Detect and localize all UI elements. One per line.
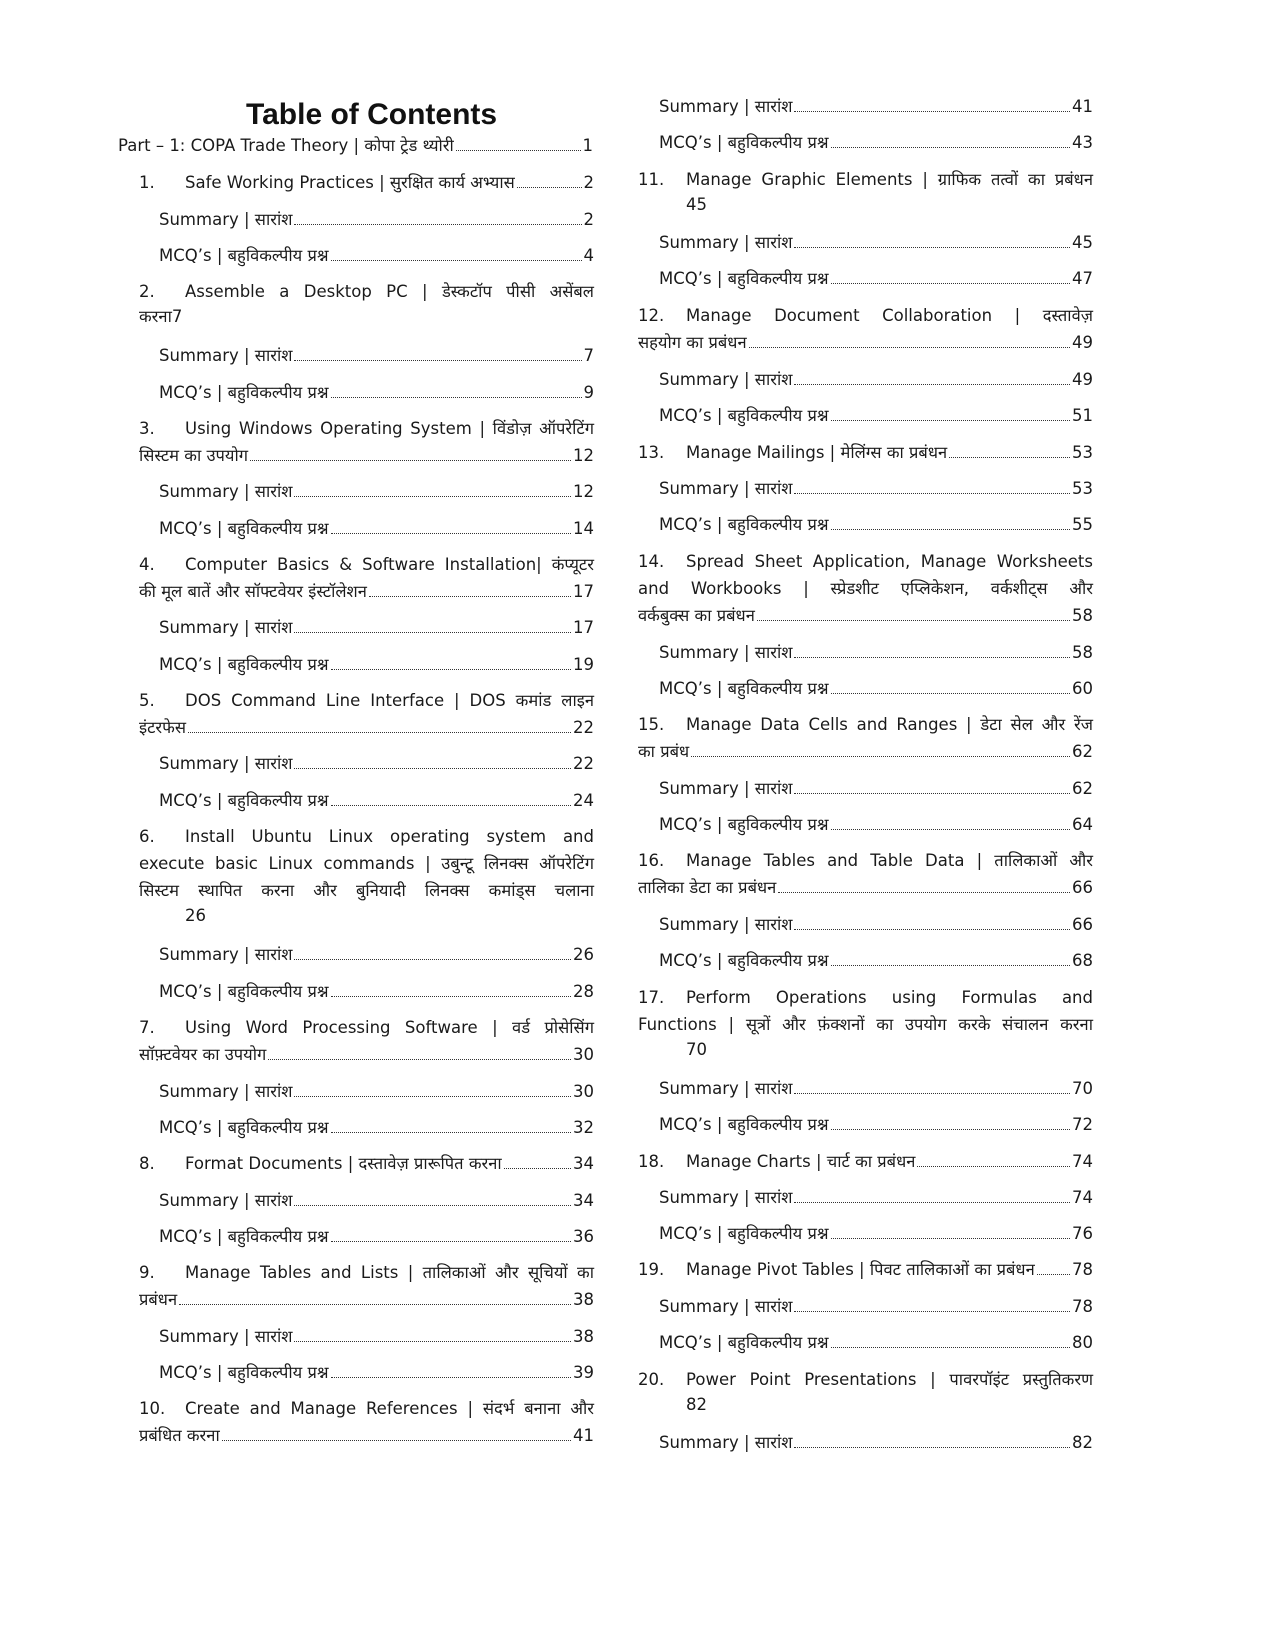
- chapter-19-mcq-page: 80: [1072, 1333, 1093, 1352]
- chapter-5-line-2-page: 22: [573, 718, 594, 737]
- chapter-10-mcq-label: MCQ’s | बहुविकल्पीय प्रश्न: [659, 133, 829, 152]
- part-heading: [118, 131, 593, 157]
- dot-leader: [794, 657, 1070, 658]
- chapter-11-mcq-label: MCQ’s | बहुविकल्पीय प्रश्न: [659, 269, 829, 288]
- chapter-10-summary-label: Summary | सारांश: [659, 97, 793, 116]
- chapter-15-mcq-page: 64: [1072, 815, 1093, 834]
- chapter-7-summary-page: 30: [573, 1082, 594, 1101]
- dot-leader: [831, 529, 1070, 530]
- dot-leader: [831, 147, 1070, 148]
- chapter-12-mcq-label: MCQ’s | बहुविकल्पीय प्रश्न: [659, 406, 829, 425]
- dot-leader: [831, 1238, 1070, 1239]
- chapter-9-mcq: [159, 1358, 594, 1384]
- chapter-15-line-2-page: 62: [1072, 742, 1093, 761]
- chapter-19-mcq: [659, 1328, 1093, 1354]
- chapter-8-summary-label: Summary | सारांश: [159, 1191, 293, 1210]
- chapter-13-summary: [659, 474, 1093, 500]
- chapter-6-summary: [159, 940, 594, 966]
- chapter-2-summary-page: 7: [583, 346, 594, 365]
- chapter-11-summary: [659, 228, 1093, 254]
- chapter-3-line-1: [139, 414, 594, 440]
- chapter-16-line-text: Manage Tables and Table Data | तालिकाओं और: [686, 851, 1093, 870]
- chapter-2-line-text: Assemble a Desktop PC | डेस्कटॉप पीसी असेंबल: [185, 282, 594, 301]
- page-title: Table of Contents: [246, 98, 498, 131]
- chapter-12-line-text: Manage Document Collaboration | दस्तावेज़: [686, 306, 1093, 325]
- chapter-15-number: 15.: [638, 715, 665, 734]
- chapter-14-summary-page: 58: [1072, 643, 1093, 662]
- dot-leader: [504, 1168, 571, 1169]
- dot-leader: [749, 347, 1070, 348]
- dot-leader: [294, 496, 571, 497]
- chapter-15-summary-page: 62: [1072, 779, 1093, 798]
- chapter-6-line-text: Install Ubuntu Linux operating system and: [185, 827, 594, 846]
- chapter-17-mcq-label: MCQ’s | बहुविकल्पीय प्रश्न: [659, 1115, 829, 1134]
- chapter-10-mcq: [659, 128, 1093, 154]
- dot-leader: [294, 768, 571, 769]
- chapter-2-page: 7: [171, 307, 183, 326]
- chapter-9-mcq-label: MCQ’s | बहुविकल्पीय प्रश्न: [159, 1363, 329, 1382]
- chapter-19-label: Manage Pivot Tables | पिवट तालिकाओं का प्रबंधन: [686, 1260, 1035, 1279]
- chapter-5-mcq: [159, 786, 594, 812]
- chapter-11-line-text: Manage Graphic Elements | ग्राफिक तत्वों का प्रबंधन: [686, 170, 1093, 189]
- chapter-13-label: Manage Mailings | मेलिंग्स का प्रबंधन: [686, 443, 948, 462]
- chapter-7-line-2-label: सॉफ़्टवेयर का उपयोग: [139, 1045, 267, 1064]
- part-heading-label: Part – 1: COPA Trade Theory | कोपा ट्रेड थ्योरी: [118, 136, 454, 155]
- chapter-14-mcq: [659, 674, 1093, 700]
- chapter-11-number: 11.: [638, 170, 665, 189]
- chapter-3-summary: [159, 477, 594, 503]
- chapter-16-mcq-label: MCQ’s | बहुविकल्पीय प्रश्न: [659, 951, 829, 970]
- chapter-12-line-2-label: सहयोग का प्रबंधन: [638, 333, 747, 352]
- chapter-19: [638, 1255, 1093, 1281]
- chapter-16-line-2: [638, 873, 1093, 899]
- dot-leader: [294, 1205, 571, 1206]
- chapter-5-line-2: [139, 713, 594, 739]
- chapter-11-summary-page: 45: [1072, 233, 1093, 252]
- chapter-7-mcq-label: MCQ’s | बहुविकल्पीय प्रश्न: [159, 1118, 329, 1137]
- chapter-6-mcq: [159, 977, 594, 1003]
- dot-leader: [1037, 1274, 1070, 1275]
- chapter-7-mcq-page: 32: [573, 1118, 594, 1137]
- chapter-14-number: 14.: [638, 552, 665, 571]
- dot-leader: [294, 360, 581, 361]
- chapter-5-number: 5.: [139, 691, 155, 710]
- dot-leader: [331, 397, 582, 398]
- chapter-4-mcq-page: 19: [573, 655, 594, 674]
- chapter-18-number: 18.: [638, 1152, 665, 1171]
- chapter-2-number: 2.: [139, 282, 155, 301]
- chapter-7-summary-label: Summary | सारांश: [159, 1082, 293, 1101]
- chapter-1-page: 2: [583, 173, 594, 192]
- dot-leader: [831, 693, 1070, 694]
- chapter-3-summary-page: 12: [573, 482, 594, 501]
- dot-leader: [831, 1129, 1070, 1130]
- dot-leader: [917, 1166, 1070, 1167]
- chapter-13-mcq-page: 55: [1072, 515, 1093, 534]
- chapter-4-summary-label: Summary | सारांश: [159, 618, 293, 637]
- chapter-6-line-text: सिस्टम स्थापित करना और बुनियादी लिनक्स कमांड्स चलाना: [139, 881, 594, 900]
- chapter-1-summary-page: 2: [583, 210, 594, 229]
- chapter-14-line-3-page: 58: [1072, 606, 1093, 625]
- chapter-6-line-1: [139, 822, 594, 848]
- chapter-13: [638, 438, 1093, 464]
- chapter-12-line-1: [638, 301, 1093, 327]
- dot-leader: [294, 959, 571, 960]
- chapter-10-line-2: [139, 1421, 594, 1447]
- chapter-1-summary-label: Summary | सारांश: [159, 210, 293, 229]
- chapter-16-number: 16.: [638, 851, 665, 870]
- chapter-4-line-2-label: की मूल बातें और सॉफ्टवेयर इंस्टॉलेशन: [139, 582, 367, 601]
- chapter-20-summary-label: Summary | सारांश: [659, 1433, 793, 1452]
- chapter-3-line-2: [139, 441, 594, 467]
- chapter-5-mcq-page: 24: [573, 791, 594, 810]
- dot-leader: [331, 805, 571, 806]
- chapter-1-mcq: [159, 241, 594, 267]
- dot-leader: [831, 420, 1070, 421]
- chapter-8-page: 34: [573, 1154, 594, 1173]
- chapter-6-summary-page: 26: [573, 945, 594, 964]
- chapter-10-summary-page: 41: [1072, 97, 1093, 116]
- chapter-5-line-1: [139, 686, 594, 712]
- chapter-20-line-1: [638, 1365, 1093, 1391]
- chapter-17-line-text: Perform Operations using Formulas and: [686, 988, 1093, 1007]
- dot-leader: [331, 1132, 571, 1133]
- chapter-9-number: 9.: [139, 1263, 155, 1282]
- chapter-13-mcq-label: MCQ’s | बहुविकल्पीय प्रश्न: [659, 515, 829, 534]
- chapter-8-mcq: [159, 1222, 594, 1248]
- chapter-8-number: 8.: [139, 1154, 155, 1173]
- chapter-2-summary: [159, 341, 594, 367]
- chapter-10-line-2-page: 41: [573, 1426, 594, 1445]
- dot-leader: [778, 892, 1070, 893]
- chapter-10-line-1: [139, 1394, 594, 1420]
- dot-leader: [294, 632, 571, 633]
- chapter-6-summary-label: Summary | सारांश: [159, 945, 293, 964]
- dot-leader: [294, 1096, 571, 1097]
- chapter-14-line-2: [638, 574, 1093, 600]
- chapter-18-mcq-page: 76: [1072, 1224, 1093, 1243]
- chapter-11-page: 45: [686, 195, 707, 214]
- chapter-14-mcq-label: MCQ’s | बहुविकल्पीय प्रश्न: [659, 679, 829, 698]
- chapter-17-summary-label: Summary | सारांश: [659, 1079, 793, 1098]
- chapter-8-mcq-label: MCQ’s | बहुविकल्पीय प्रश्न: [159, 1227, 329, 1246]
- chapter-12-mcq: [659, 401, 1093, 427]
- chapter-18-page: 74: [1072, 1152, 1093, 1171]
- chapter-11-mcq-page: 47: [1072, 269, 1093, 288]
- chapter-15-line-1: [638, 710, 1093, 736]
- chapter-16-mcq: [659, 946, 1093, 972]
- chapter-8-summary: [159, 1186, 594, 1212]
- chapter-9-line-text: Manage Tables and Lists | तालिकाओं और सूचियों का: [185, 1263, 594, 1282]
- dot-leader: [831, 1347, 1070, 1348]
- chapter-3-mcq: [159, 514, 594, 540]
- dot-leader: [831, 283, 1070, 284]
- dot-leader: [331, 996, 571, 997]
- dot-leader: [456, 150, 581, 151]
- chapter-5-summary: [159, 749, 594, 775]
- chapter-19-mcq-label: MCQ’s | बहुविकल्पीय प्रश्न: [659, 1333, 829, 1352]
- dot-leader: [294, 224, 581, 225]
- chapter-19-number: 19.: [638, 1260, 665, 1279]
- chapter-12-summary: [659, 365, 1093, 391]
- chapter-16-line-2-label: तालिका डेटा का प्रबंधन: [638, 878, 777, 897]
- chapter-6-page: 26: [185, 906, 206, 925]
- chapter-2-mcq-label: MCQ’s | बहुविकल्पीय प्रश्न: [159, 383, 329, 402]
- chapter-17-summary: [659, 1074, 1093, 1100]
- chapter-3-summary-label: Summary | सारांश: [159, 482, 293, 501]
- chapter-2-mcq-page: 9: [583, 383, 594, 402]
- chapter-17-number: 17.: [638, 988, 665, 1007]
- dot-leader: [794, 929, 1070, 930]
- chapter-2-line-text: करना: [139, 307, 172, 326]
- chapter-4-line-2: [139, 577, 594, 603]
- chapter-8-summary-page: 34: [573, 1191, 594, 1210]
- chapter-7-summary: [159, 1077, 594, 1103]
- chapter-18-summary-page: 74: [1072, 1188, 1093, 1207]
- chapter-17-page: 70: [686, 1040, 707, 1059]
- dot-leader: [794, 1311, 1070, 1312]
- dot-leader: [369, 596, 571, 597]
- chapter-14-mcq-page: 60: [1072, 679, 1093, 698]
- chapter-15-line-text: Manage Data Cells and Ranges | डेटा सेल और रेंज: [686, 715, 1093, 734]
- chapter-6-line-3: [139, 876, 594, 902]
- chapter-11-mcq: [659, 264, 1093, 290]
- chapter-17-line-1: [638, 983, 1093, 1009]
- dot-leader: [794, 1447, 1070, 1448]
- chapter-1-number: 1.: [139, 173, 155, 192]
- chapter-13-number: 13.: [638, 443, 665, 462]
- dot-leader: [331, 669, 571, 670]
- chapter-17-mcq: [659, 1110, 1093, 1136]
- chapter-4-line-text: Computer Basics & Software Installation| कंप्यूटर: [185, 555, 594, 574]
- dot-leader: [331, 533, 571, 534]
- chapter-2-summary-label: Summary | सारांश: [159, 346, 293, 365]
- dot-leader: [757, 620, 1070, 621]
- chapter-14-line-text: Spread Sheet Application, Manage Worksheets: [686, 552, 1093, 571]
- chapter-6-line-text: execute basic Linux commands | उबुन्टू लिनक्स ऑपरेटिंग: [139, 854, 594, 873]
- dot-leader: [222, 1440, 571, 1441]
- chapter-17-summary-page: 70: [1072, 1079, 1093, 1098]
- chapter-12-line-2-page: 49: [1072, 333, 1093, 352]
- chapter-5-summary-label: Summary | सारांश: [159, 754, 293, 773]
- chapter-10-summary: [659, 92, 1093, 118]
- chapter-16-mcq-page: 68: [1072, 951, 1093, 970]
- chapter-13-mcq: [659, 510, 1093, 536]
- chapter-11-line-1: [638, 165, 1093, 191]
- chapter-15-line-2-label: का प्रबंध: [638, 742, 690, 761]
- chapter-2-line-1: [139, 277, 594, 303]
- chapter-14-summary-label: Summary | सारांश: [659, 643, 793, 662]
- chapter-14-line-3-label: वर्कबुक्स का प्रबंधन: [638, 606, 755, 625]
- chapter-13-summary-label: Summary | सारांश: [659, 479, 793, 498]
- chapter-4-summary-page: 17: [573, 618, 594, 637]
- chapter-17-line-text: Functions | सूत्रों और फ़ंक्शनों का उपयोग करके संचालन करना: [638, 1015, 1093, 1034]
- chapter-4-number: 4.: [139, 555, 155, 574]
- chapter-3-mcq-page: 14: [573, 519, 594, 538]
- chapter-7-line-2-page: 30: [573, 1045, 594, 1064]
- chapter-20-summary: [659, 1428, 1093, 1454]
- dot-leader: [831, 829, 1070, 830]
- chapter-4-mcq: [159, 650, 594, 676]
- dot-leader: [949, 457, 1070, 458]
- chapter-6-mcq-label: MCQ’s | बहुविकल्पीय प्रश्न: [159, 982, 329, 1001]
- dot-leader: [331, 260, 582, 261]
- dot-leader: [794, 384, 1070, 385]
- chapter-9-line-2: [139, 1285, 594, 1311]
- chapter-7-line-1: [139, 1013, 594, 1039]
- chapter-3-mcq-label: MCQ’s | बहुविकल्पीय प्रश्न: [159, 519, 329, 538]
- chapter-12-summary-page: 49: [1072, 370, 1093, 389]
- dot-leader: [794, 493, 1070, 494]
- chapter-15-mcq-label: MCQ’s | बहुविकल्पीय प्रश्न: [659, 815, 829, 834]
- dot-leader: [250, 460, 571, 461]
- chapter-5-line-2-label: इंटरफेस: [139, 718, 187, 737]
- chapter-1-mcq-page: 4: [583, 246, 594, 265]
- chapter-12-line-2: [638, 328, 1093, 354]
- dot-leader: [794, 111, 1070, 112]
- chapter-9-mcq-page: 39: [573, 1363, 594, 1382]
- chapter-1-summary: [159, 205, 594, 231]
- chapter-17-mcq-page: 72: [1072, 1115, 1093, 1134]
- chapter-3-line-2-label: सिस्टम का उपयोग: [139, 446, 249, 465]
- chapter-12-summary-label: Summary | सारांश: [659, 370, 793, 389]
- chapter-18-summary: [659, 1183, 1093, 1209]
- chapter-9-summary: [159, 1322, 594, 1348]
- chapter-19-summary-page: 78: [1072, 1297, 1093, 1316]
- chapter-8: [139, 1149, 594, 1175]
- chapter-14-line-3: [638, 601, 1093, 627]
- dot-leader: [691, 756, 1070, 757]
- chapter-15-summary-label: Summary | सारांश: [659, 779, 793, 798]
- dot-leader: [794, 247, 1070, 248]
- dot-leader: [517, 187, 582, 188]
- chapter-9-line-2-label: प्रबंधन: [139, 1290, 178, 1309]
- chapter-17-line-2: [638, 1010, 1093, 1036]
- chapter-1-mcq-label: MCQ’s | बहुविकल्पीय प्रश्न: [159, 246, 329, 265]
- chapter-2-mcq: [159, 378, 594, 404]
- chapter-19-page: 78: [1072, 1260, 1093, 1279]
- chapter-16-summary-label: Summary | सारांश: [659, 915, 793, 934]
- chapter-5-summary-page: 22: [573, 754, 594, 773]
- chapter-4-summary: [159, 613, 594, 639]
- chapter-8-label: Format Documents | दस्तावेज़ प्रारूपित करना: [185, 1154, 502, 1173]
- chapter-6-line-2: [139, 849, 594, 875]
- chapter-16-line-2-page: 66: [1072, 878, 1093, 897]
- chapter-3-number: 3.: [139, 419, 155, 438]
- part-heading-page: 1: [582, 136, 593, 155]
- chapter-3-line-text: Using Windows Operating System | विंडोज़ ऑपरेटिंग: [185, 419, 594, 438]
- chapter-3-line-2-page: 12: [573, 446, 594, 465]
- chapter-12-number: 12.: [638, 306, 665, 325]
- chapter-9-summary-page: 38: [573, 1327, 594, 1346]
- chapter-18-label: Manage Charts | चार्ट का प्रबंधन: [686, 1152, 916, 1171]
- chapter-13-summary-page: 53: [1072, 479, 1093, 498]
- chapter-19-summary: [659, 1292, 1093, 1318]
- chapter-9-line-1: [139, 1258, 594, 1284]
- chapter-10-line-2-label: प्रबंधित करना: [139, 1426, 220, 1445]
- chapter-5-line-text: DOS Command Line Interface | DOS कमांड लाइन: [185, 691, 594, 710]
- chapter-11-summary-label: Summary | सारांश: [659, 233, 793, 252]
- chapter-12-mcq-page: 51: [1072, 406, 1093, 425]
- dot-leader: [331, 1241, 571, 1242]
- dot-leader: [331, 1377, 571, 1378]
- chapter-6-mcq-page: 28: [573, 982, 594, 1001]
- chapter-5-mcq-label: MCQ’s | बहुविकल्पीय प्रश्न: [159, 791, 329, 810]
- chapter-16-line-1: [638, 846, 1093, 872]
- chapter-20-summary-page: 82: [1072, 1433, 1093, 1452]
- dot-leader: [179, 1304, 571, 1305]
- chapter-14-line-text: and Workbooks | स्प्रेडशीट एप्लिकेशन, वर्कशीट्स और: [638, 579, 1093, 598]
- chapter-10-mcq-page: 43: [1072, 133, 1093, 152]
- chapter-4-mcq-label: MCQ’s | बहुविकल्पीय प्रश्न: [159, 655, 329, 674]
- dot-leader: [268, 1059, 571, 1060]
- chapter-18-summary-label: Summary | सारांश: [659, 1188, 793, 1207]
- chapter-1: [139, 168, 594, 194]
- chapter-18-mcq: [659, 1219, 1093, 1245]
- chapter-14-summary: [659, 638, 1093, 664]
- chapter-18: [638, 1147, 1093, 1173]
- chapter-1-label: Safe Working Practices | सुरक्षित कार्य अभ्यास: [185, 173, 515, 192]
- chapter-9-line-2-page: 38: [573, 1290, 594, 1309]
- chapter-16-summary: [659, 910, 1093, 936]
- chapter-16-summary-page: 66: [1072, 915, 1093, 934]
- chapter-7-line-2: [139, 1040, 594, 1066]
- chapter-4-line-1: [139, 550, 594, 576]
- chapter-18-mcq-label: MCQ’s | बहुविकल्पीय प्रश्न: [659, 1224, 829, 1243]
- chapter-2-line-2: [139, 304, 182, 330]
- dot-leader: [294, 1341, 571, 1342]
- dot-leader: [188, 732, 571, 733]
- chapter-9-summary-label: Summary | सारांश: [159, 1327, 293, 1346]
- dot-leader: [831, 965, 1070, 966]
- chapter-14-line-1: [638, 547, 1093, 573]
- chapter-8-mcq-page: 36: [573, 1227, 594, 1246]
- chapter-13-page: 53: [1072, 443, 1093, 462]
- chapter-7-number: 7.: [139, 1018, 155, 1037]
- chapter-6-number: 6.: [139, 827, 155, 846]
- chapter-20-line-text: Power Point Presentations | पावरपॉइंट प्रस्तुतिकरण: [686, 1370, 1093, 1389]
- chapter-7-mcq: [159, 1113, 594, 1139]
- chapter-15-line-2: [638, 737, 1093, 763]
- chapter-7-line-text: Using Word Processing Software | वर्ड प्रोसेसिंग: [185, 1018, 594, 1037]
- chapter-15-mcq: [659, 810, 1093, 836]
- dot-leader: [794, 793, 1070, 794]
- chapter-15-summary: [659, 774, 1093, 800]
- chapter-19-summary-label: Summary | सारांश: [659, 1297, 793, 1316]
- dot-leader: [794, 1093, 1070, 1094]
- chapter-4-line-2-page: 17: [573, 582, 594, 601]
- chapter-10-line-text: Create and Manage References | संदर्भ बनाना और: [185, 1399, 594, 1418]
- chapter-20-page: 82: [686, 1395, 707, 1414]
- dot-leader: [794, 1202, 1070, 1203]
- chapter-20-number: 20.: [638, 1370, 665, 1389]
- chapter-10-number: 10.: [139, 1399, 166, 1418]
